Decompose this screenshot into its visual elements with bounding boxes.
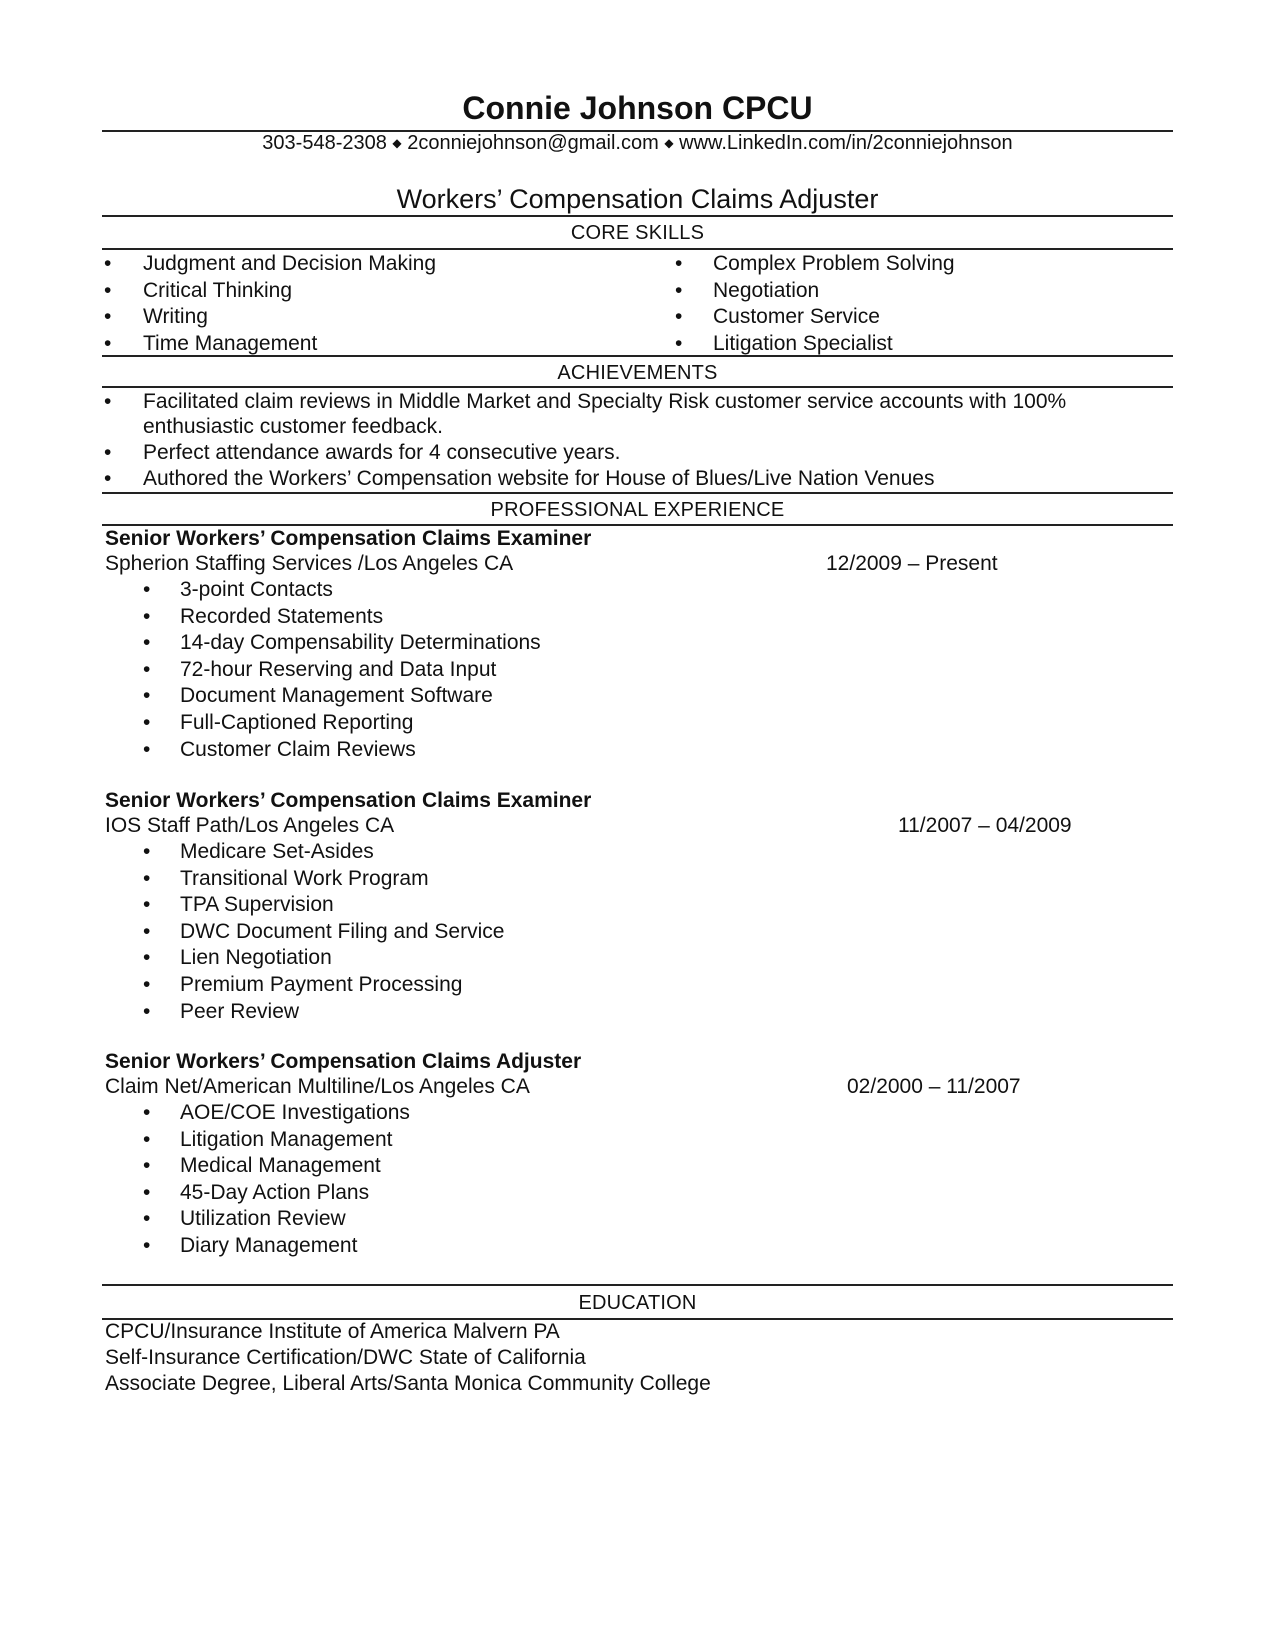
bullet-icon: • [143,866,151,890]
job-title: Senior Workers’ Compensation Claims Examiner [105,789,592,812]
bullet-icon: • [143,737,151,761]
headline: Workers’ Compensation Claims Adjuster [396,184,879,214]
education-item: CPCU/Insurance Institute of America Malvern PA [105,1320,560,1343]
achievement-item: Authored the Workers’ Compensation website for House of Blues/Live Nation Venues [143,467,935,490]
duty-item: TPA Supervision [180,893,334,917]
bullet-icon: • [143,711,151,734]
job-dates: 11/2007 – 04/2009 [898,814,1072,837]
linkedin-url: www.LinkedIn.com/in/2conniejohnson [679,132,1013,154]
duty-item: Medical Management [180,1154,381,1178]
duty-item: 45-Day Action Plans [180,1180,370,1204]
skill-item: Writing [143,305,208,328]
bullet-icon: • [143,1180,151,1204]
duty-item: DWC Document Filing and Service [180,919,505,943]
job-dates: 12/2009 – Present [826,552,998,575]
duty-item: Diary Management [180,1234,358,1257]
duty-item: Peer Review [180,999,300,1023]
duty-item: Utilization Review [180,1207,346,1231]
skill-item: Judgment and Decision Making [143,252,436,275]
section-title-experience: PROFESSIONAL EXPERIENCE [490,499,785,521]
job-dates: 02/2000 – 11/2007 [847,1075,1021,1098]
job-company: Claim Net/American Multiline/Los Angeles CA [105,1075,530,1098]
bullet-icon: • [675,252,683,275]
bullet-icon: • [143,946,151,970]
duty-item: Litigation Management [180,1127,393,1151]
phone: 303-548-2308 [262,132,387,154]
bullet-icon: • [104,305,112,328]
section-title-education: EDUCATION [578,1292,697,1314]
skill-item: Negotiation [713,278,820,302]
duty-item: Customer Claim Reviews [180,737,416,761]
skill-item: Critical Thinking [143,278,292,302]
job-company: Spherion Staffing Services /Los Angeles CA [105,552,514,575]
bullet-icon: • [675,278,683,302]
duty-item: Recorded Statements [180,604,384,628]
duty-item: Document Management Software [180,684,493,708]
duty-item: AOE/COE Investigations [180,1101,410,1124]
experience-top-rule [102,492,1173,494]
duty-item: Premium Payment Processing [180,973,463,996]
skill-item: Litigation Specialist [713,331,893,355]
duty-item: 3-point Contacts [180,578,333,601]
bullet-icon: • [143,657,151,681]
section-title-achievements: ACHIEVEMENTS [557,362,718,384]
bullet-icon: • [143,999,151,1023]
skill-item: Customer Service [713,305,880,328]
skill-item: Time Management [143,331,318,355]
duty-item: Transitional Work Program [180,866,429,890]
separator-diamond-icon: ◆ [664,136,674,150]
bullet-icon: • [104,252,112,275]
bullet-icon: • [104,467,112,490]
bullet-icon: • [104,441,112,464]
bullet-icon: • [143,578,151,601]
email: 2conniejohnson@gmail.com [407,132,659,154]
duty-item: Medicare Set-Asides [180,840,374,863]
education-top-rule [102,1284,1173,1286]
candidate-name: Connie Johnson CPCU [462,90,813,126]
job-company: IOS Staff Path/Los Angeles CA [105,814,395,837]
job-title: Senior Workers’ Compensation Claims Adjuster [105,1050,582,1073]
bullet-icon: • [143,973,151,996]
duty-item: Full-Captioned Reporting [180,711,414,734]
job-title: Senior Workers’ Compensation Claims Examiner [105,527,592,550]
separator-diamond-icon: ◆ [392,136,402,150]
core-skills-rule [102,248,1173,250]
achievement-item: Facilitated claim reviews in Middle Market and Specialty Risk customer service accounts with 100% [143,390,1067,413]
duty-item: 14-day Compensability Determinations [180,631,541,655]
achievement-item: Perfect attendance awards for 4 consecutive years. [143,441,621,464]
bullet-icon: • [143,604,151,628]
achievements-rule [102,386,1173,388]
bullet-icon: • [143,893,151,917]
contact-line [102,131,1173,155]
bullet-icon: • [143,840,151,863]
duty-item: 72-hour Reserving and Data Input [180,657,497,681]
education-item: Associate Degree, Liberal Arts/Santa Monica Community College [105,1372,711,1395]
bullet-icon: • [104,390,112,413]
bullet-icon: • [104,278,112,302]
bullet-icon: • [143,1234,151,1257]
duty-item: Lien Negotiation [180,946,332,970]
bullet-icon: • [143,1207,151,1231]
bullet-icon: • [143,919,151,943]
bullet-icon: • [143,631,151,655]
bullet-icon: • [143,1127,151,1151]
education-item: Self-Insurance Certification/DWC State of California [105,1346,586,1369]
bullet-icon: • [143,1101,151,1124]
bullet-icon: • [675,305,683,328]
skill-item: Complex Problem Solving [713,252,955,275]
achievements-top-rule [102,355,1173,357]
bullet-icon: • [675,331,683,355]
headline-rule [102,215,1173,217]
bullet-icon: • [104,331,112,355]
bullet-icon: • [143,1154,151,1178]
section-title-core-skills: CORE SKILLS [570,222,705,244]
bullet-icon: • [143,684,151,708]
achievement-item: enthusiastic customer feedback. [143,415,443,438]
